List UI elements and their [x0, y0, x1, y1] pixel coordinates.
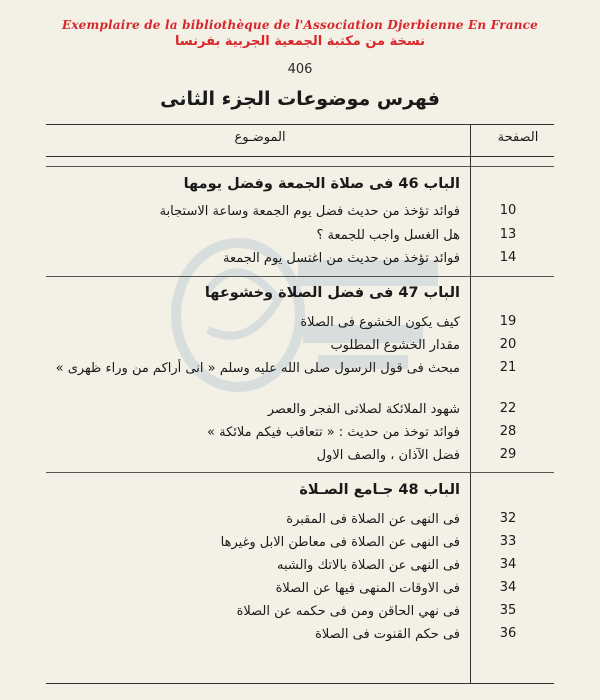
entry-topic: فى الاوقات المنهى فيها عن الصلاة: [275, 581, 460, 596]
entry-topic: فوائد تؤخذ من حديث من اغتسل يوم الجمعة: [223, 251, 460, 266]
entry-page: 19: [499, 314, 517, 329]
entry-topic: كيف يكون الخشوع فى الصلاة: [300, 315, 460, 330]
list-item: [0, 360, 600, 398]
entry-topic: فى نهي الحاقن ومن فى حكمه عن الصلاة: [236, 604, 460, 619]
entry-page: 14: [499, 250, 517, 265]
entry-page: 20: [499, 337, 517, 352]
library-stamp-header: [0, 18, 600, 49]
entry-topic: فى النهى عن الصلاة فى المقبرة: [286, 512, 460, 527]
list-item: [0, 337, 600, 359]
entry-topic: فوائد تؤخذ من حديث فضل يوم الجمعة وساعة الاستجابة: [159, 204, 460, 219]
entry-topic: فضل الآذان ، والصف الاول: [316, 448, 460, 463]
library-stamp-arabic: نسخة من مكتبة الجمعية الجربية بفرنسا: [175, 34, 425, 49]
section-title-47: الباب 47 فى فضل الصلاة وخشوعها: [204, 285, 460, 301]
entry-page: 34: [499, 557, 517, 572]
entry-topic: مبحث فى قول الرسول صلى الله عليه وسلم « انى أراكم من وراء ظهرى »: [55, 361, 460, 376]
column-header-topic: الموضـوع: [234, 130, 286, 145]
entry-page: 28: [499, 424, 517, 439]
entry-page: 10: [499, 203, 517, 218]
library-stamp-french: Exemplaire de la bibliothèque de l'Association Djerbienne En France: [61, 18, 539, 32]
entry-topic: فى النهى عن الصلاة بالاتك والشبه: [276, 558, 460, 573]
list-item: [0, 227, 600, 249]
table-header-rule: [46, 156, 554, 157]
entry-topic: فوائد توخذ من حديث : « تتعاقب فيكم ملائكة »: [207, 425, 460, 440]
entry-page: 13: [499, 227, 517, 242]
list-item: [0, 557, 600, 579]
section-divider: [46, 166, 554, 167]
entry-page: 32: [499, 511, 517, 526]
entry-page: 21: [499, 360, 517, 375]
table-bottom-rule: [46, 683, 554, 684]
entry-page: 22: [499, 401, 517, 416]
list-item: [0, 580, 600, 602]
entry-page: 29: [499, 447, 517, 462]
list-item: [0, 626, 600, 648]
section-divider: [46, 276, 554, 277]
section-divider: [46, 472, 554, 473]
list-item: [0, 401, 600, 423]
entry-topic: مقدار الخشوع المطلوب: [330, 338, 460, 353]
list-item: [0, 203, 600, 225]
list-item: [0, 447, 600, 469]
entry-page: 35: [499, 603, 517, 618]
section-title-46: الباب 46 فى صلاة الجمعة وفضل يومها: [183, 176, 460, 192]
page-title: فهرس موضوعات الجزء الثانى: [160, 88, 440, 110]
list-item: [0, 250, 600, 272]
section-title-48: الباب 48 جـامع الصـلاة: [299, 482, 460, 498]
entry-topic: فى النهى عن الصلاة فى معاطن الابل وغيرها: [220, 535, 460, 550]
entry-page: 36: [499, 626, 517, 641]
list-item: [0, 424, 600, 446]
table-top-rule: [46, 124, 554, 125]
list-item: [0, 511, 600, 533]
list-item: [0, 534, 600, 556]
entry-topic: هل الغسل واجب للجمعة ؟: [316, 228, 460, 243]
column-header-page: الصفحة: [497, 130, 539, 145]
entry-page: 33: [499, 534, 517, 549]
list-item: [0, 314, 600, 336]
entry-topic: شهود الملائكة لصلاتى الفجر والعصر: [267, 402, 460, 417]
list-item: [0, 603, 600, 625]
entry-page: 34: [499, 580, 517, 595]
page-number: 406: [287, 62, 313, 77]
entry-topic: فى حكم القنوت فى الصلاة: [315, 627, 460, 642]
